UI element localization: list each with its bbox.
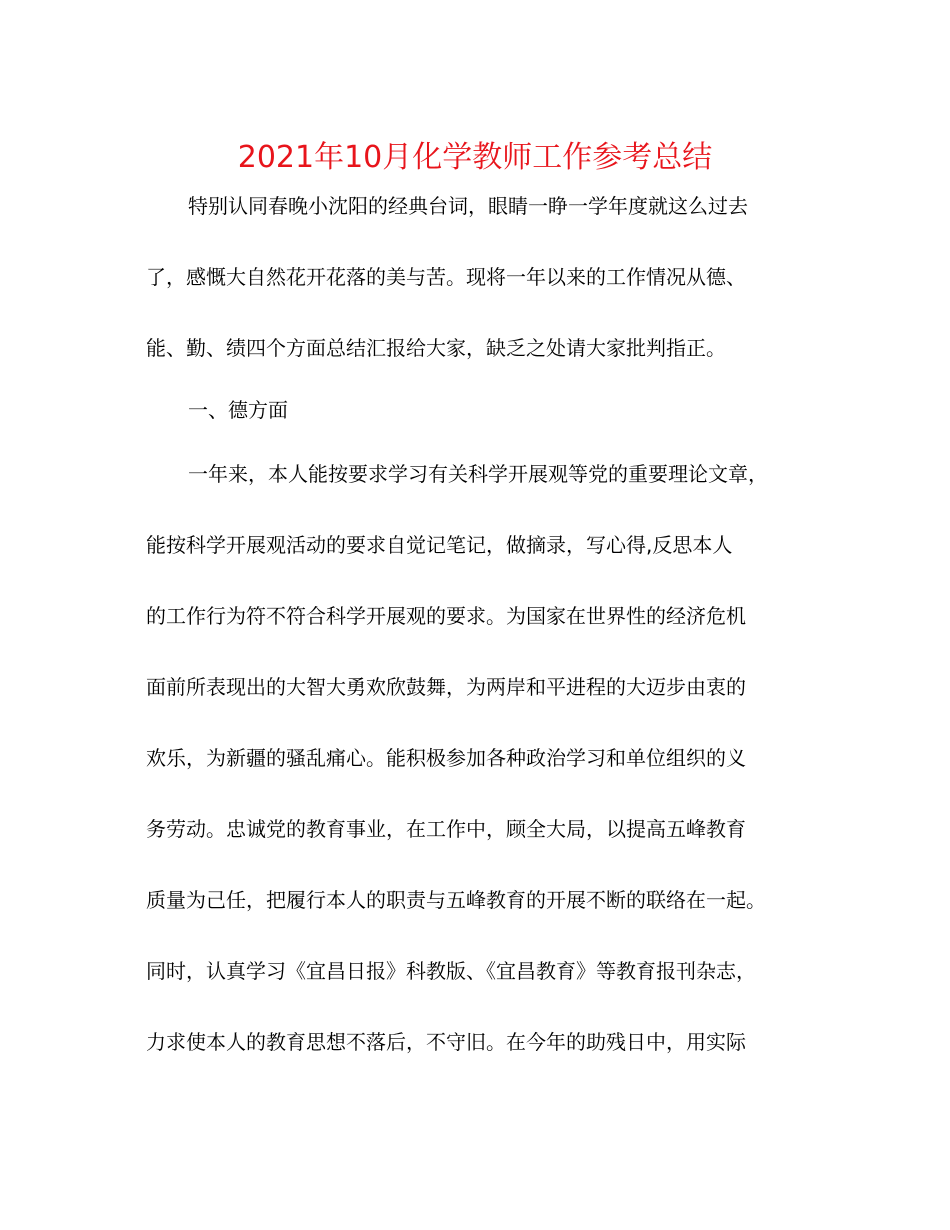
paragraph-line: 特别认同春晚小沈阳的经典台词，眼睛一睁一学年度就这么过去 (188, 194, 748, 218)
document-title: 2021年10月化学教师工作参考总结 (237, 140, 713, 175)
paragraph-line: 务劳动。忠诚党的教育事业，在工作中，顾全大局，以提高五峰教育 (146, 817, 746, 841)
paragraph-line: 的工作行为符不符合科学开展观的要求。为国家在世界性的经济危机 (146, 604, 746, 628)
paragraph-line: 欢乐，为新疆的骚乱痛心。能积极参加各种政治学习和单位组织的义 (146, 746, 746, 770)
paragraph-line: 能、勤、绩四个方面总结汇报给大家，缺乏之处请大家批判指正。 (146, 336, 726, 360)
paragraph-line: 了，感慨大自然花开花落的美与苦。现将一年以来的工作情况从德、 (146, 265, 746, 289)
section-heading: 一、德方面 (188, 398, 288, 422)
paragraph-line: 力求使本人的教育思想不落后，不守旧。在今年的助残日中，用实际 (146, 1030, 746, 1054)
paragraph-line: 面前所表现出的大智大勇欢欣鼓舞，为两岸和平进程的大迈步由衷的 (146, 675, 746, 699)
paragraph-line: 质量为己任，把履行本人的职责与五峰教育的开展不断的联络在一起。 (146, 888, 766, 912)
paragraph-line: 一年来，本人能按要求学习有关科学开展观等党的重要理论文章， (188, 462, 768, 486)
paragraph-line: 同时，认真学习《宜昌日报》科教版、《宜昌教育》等教育报刊杂志， (146, 959, 756, 983)
paragraph-line: 能按科学开展观活动的要求自觉记笔记，做摘录，写心得,反思本人 (146, 533, 733, 557)
